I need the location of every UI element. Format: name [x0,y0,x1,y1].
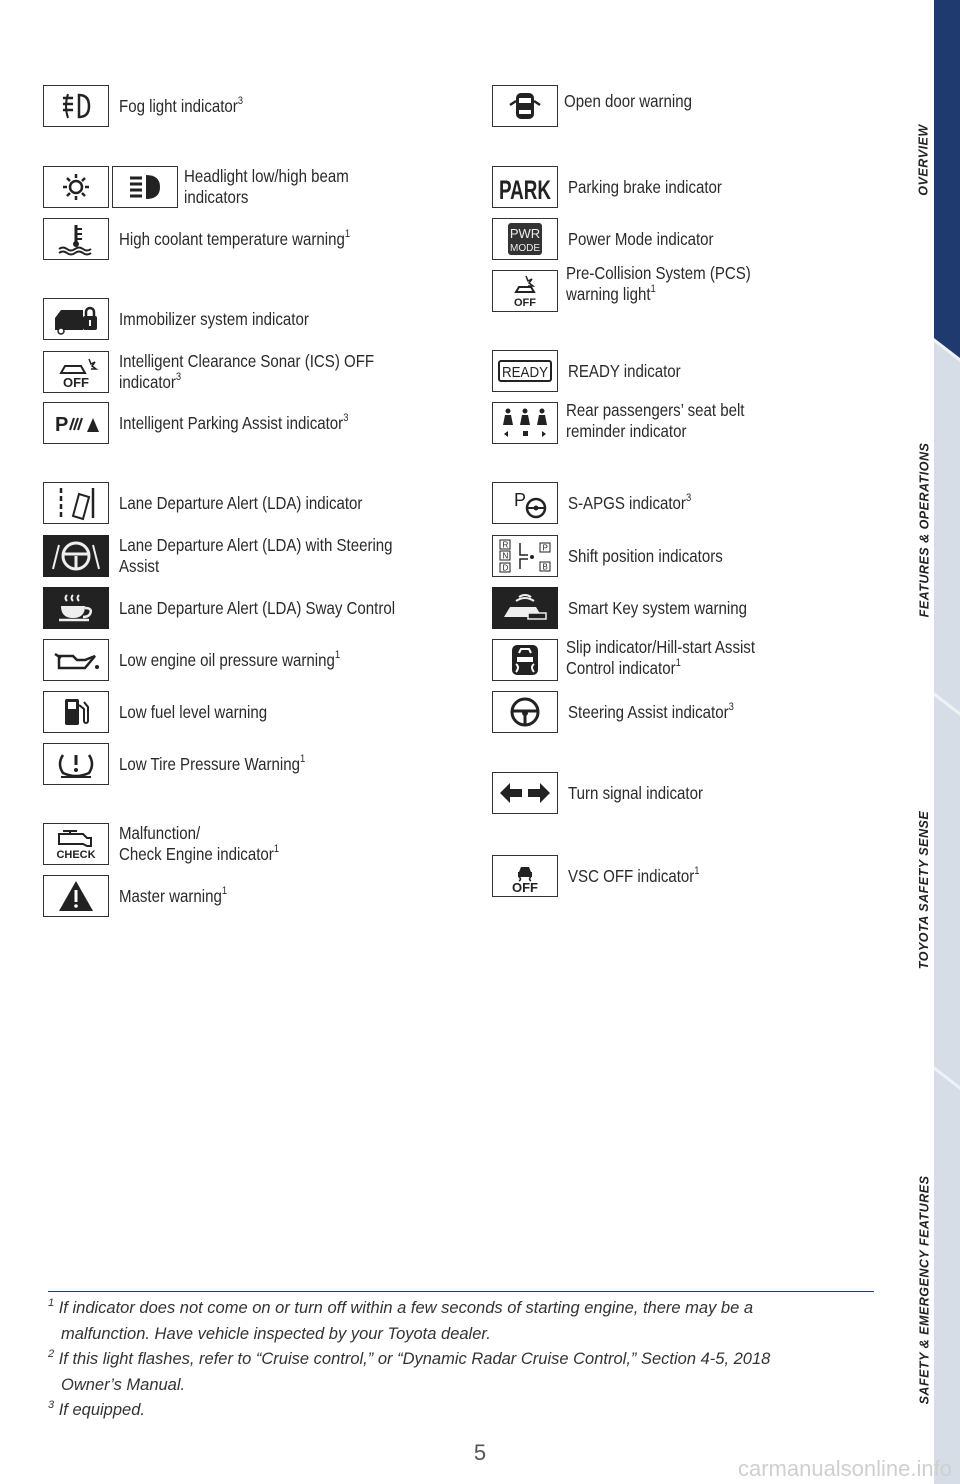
row-lda-sway [43,587,440,629]
row-ipa [43,402,386,444]
park-icon [492,166,558,208]
seat-belt-icon [492,402,558,444]
label-park: Parking brake indicator [568,176,722,197]
row-pwr [492,218,737,260]
pwr-text: PWR [509,226,541,241]
shift-position-icon [492,535,558,577]
parking-assist-icon [43,402,109,444]
ics-off-text: OFF [63,375,89,390]
row-lda [43,482,402,524]
row-check [43,823,305,865]
row-park [492,166,747,208]
row-lda-steer [43,535,437,577]
row-sapgs [492,482,711,524]
footnote-3: $^3$ If equipped. [48,1399,145,1419]
footnote-1: $^1$ If indicator does not come on or turn off within a few seconds of starting engine, there may be a malfunction. Have vehicle inspected by your Toyota dealer. [48,1297,754,1343]
shift-r: R [502,540,509,550]
row-smartkey [492,587,776,629]
label-vsc: VSC OFF indicator$^1$ [568,864,700,886]
row-coolant [43,218,388,260]
tab-overview[interactable]: OVERVIEW [917,124,931,196]
row-slip [492,639,786,681]
ready-icon [492,350,558,392]
check-engine-icon [43,823,109,865]
label-slip: Slip indicator/Hill-start Assist Control indicator$^1$ [566,637,756,678]
label-ics: Intelligent Clearance Sonar (ICS) OFF indicator$^3$ [119,351,375,392]
lane-departure-icon [43,482,109,524]
sapgs-icon [492,482,558,524]
label-pcs: Pre-Collision System (PCS) warning light$^1$ [566,262,751,304]
row-vsc [492,855,721,897]
open-door-icon [492,85,558,127]
row-turn [492,772,725,814]
label-fog: Fog light indicator$^3$ [119,94,244,116]
label-coolant: High coolant temperature warning$^1$ [119,227,351,249]
label-oil: Low engine oil pressure warning$^1$ [119,648,341,670]
shift-b: B [542,562,548,572]
row-fog [43,85,263,127]
vsc-off-text: OFF [512,880,538,895]
shift-p: P [542,543,548,553]
tab-features-operations[interactable]: FEATURES & OPERATIONS [917,442,932,618]
pcs-off-icon [492,270,558,312]
row-master [43,875,245,917]
slip-indicator-icon [492,639,558,681]
immobilizer-icon [43,298,109,340]
page-number: 5 [473,1440,487,1465]
row-immobilizer [43,298,340,340]
label-lda-steer: Lane Departure Alert (LDA) with Steering Assist [119,535,393,576]
park-text: PARK [499,175,552,205]
label-headlight: Headlight low/high beam indicators [184,166,349,207]
label-pwr: Power Mode indicator [568,228,714,249]
ready-text: READY [502,364,548,381]
check-text: CHECK [56,849,96,861]
mode-text: MODE [510,243,540,254]
footnote-2: $^2$ If this light flashes, refer to “Cruise control,” or “Dynamic Radar Cruise Control,” Section 4-5, 2018 Owner’s Manual. [48,1348,771,1394]
label-smartkey: Smart Key system warning [568,597,747,618]
lda-steering-icon [43,535,109,577]
watermark: carmanualsonline.info [737,1456,952,1481]
label-tire: Low Tire Pressure Warning$^1$ [119,752,306,774]
shift-n: N [502,551,509,561]
row-pcs [492,262,781,312]
label-turn: Turn signal indicator [568,782,703,803]
row-ready [492,350,699,392]
row-seatbelt [492,402,774,444]
row-shift [492,535,748,577]
warning-triangle-icon [43,875,109,917]
row-tire [43,743,336,785]
coffee-cup-icon [43,587,109,629]
footnotes [48,1291,874,1424]
smart-key-icon [492,587,558,629]
fog-light-icon [43,85,109,127]
label-ipa: Intelligent Parking Assist indicator$^3$ [119,411,349,433]
label-seatbelt: Rear passengers’ seat belt reminder indicator [566,400,745,441]
label-immobilizer: Immobilizer system indicator [119,308,309,329]
label-check: Malfunction/ Check Engine indicator$^1$ [119,823,280,864]
power-mode-icon [492,218,558,260]
pcs-off-text: OFF [514,297,536,309]
fuel-pump-icon [43,691,109,733]
label-fuel: Low fuel level warning [119,701,268,722]
svg-text:P: P [55,414,69,436]
vsc-off-icon [492,855,558,897]
row-door [492,85,713,127]
shift-d: D [502,563,509,573]
tire-pressure-icon [43,743,109,785]
label-door: Open door warning [564,91,693,111]
coolant-temperature-icon [43,218,109,260]
turn-signal-icon [492,772,558,814]
headlight-high-icon [112,166,178,208]
sapgs-text: P [514,490,527,510]
oil-can-icon [43,639,109,681]
label-master: Master warning$^1$ [119,884,228,906]
ics-off-icon [43,351,109,393]
tab-toyota-safety-sense[interactable]: TOYOTA SAFETY SENSE [917,810,931,970]
label-ready: READY indicator [568,360,681,381]
label-lda: Lane Departure Alert (LDA) indicator [119,492,363,513]
label-shift: Shift position indicators [568,545,723,566]
row-oil [43,639,376,681]
label-sapgs: S-APGS indicator$^3$ [568,491,692,513]
label-steer: Steering Assist indicator$^3$ [568,700,734,722]
tab-safety-emergency[interactable]: SAFETY & EMERGENCY FEATURES [917,1175,931,1405]
row-steer [492,691,761,733]
row-headlight [43,166,376,208]
row-ics [43,351,416,393]
headlight-low-icon [43,166,109,208]
label-lda-sway: Lane Departure Alert (LDA) Sway Control [119,597,396,618]
row-fuel [43,691,291,733]
steering-wheel-icon [492,691,558,733]
